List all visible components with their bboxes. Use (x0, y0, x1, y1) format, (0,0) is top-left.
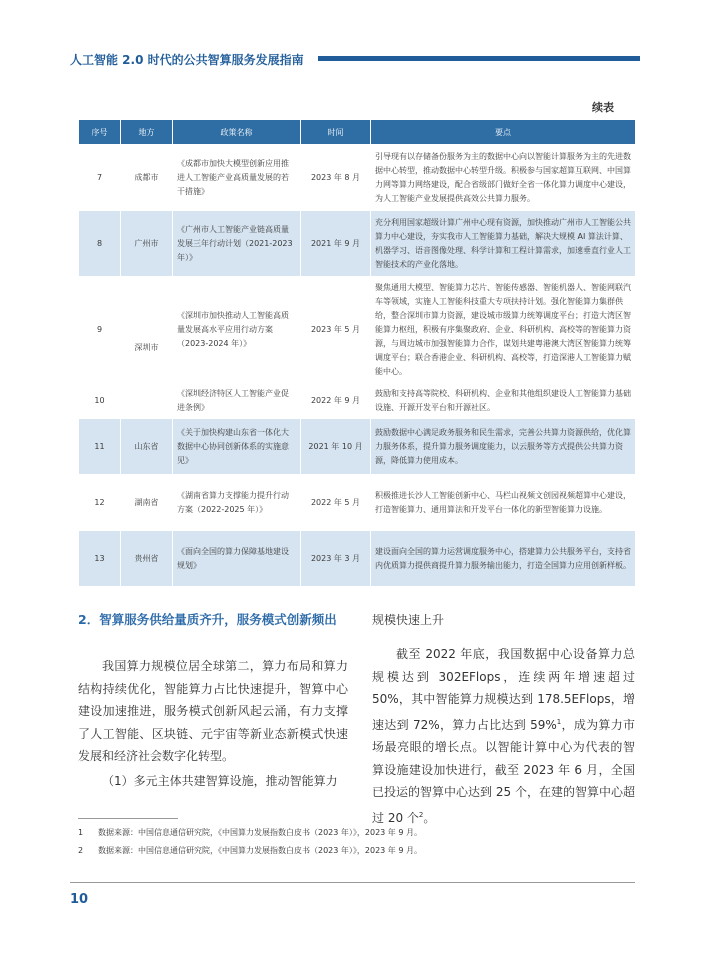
row-policy: 《广州市人工智能产业链高质量发展三年行动计划（2021-2023 年）》 (173, 211, 301, 277)
row-time: 2023 年 3 月 (301, 531, 371, 587)
row-time: 2022 年 9 月 (301, 383, 371, 419)
subsection-heading-continued: 规模快速上升 (372, 613, 445, 627)
paragraph-text-c: 。 (423, 810, 436, 825)
column-header-points: 要点 (371, 120, 636, 145)
subsection-heading: （1）多元主体共建智算设施，推动智能算力 (102, 774, 338, 788)
row-policy: 《深圳经济特区人工智能产业促进条例》 (173, 383, 301, 419)
row-time: 2021 年 10 月 (301, 419, 371, 475)
table-row (79, 475, 636, 531)
row-points: 鼓励和支持高等院校、科研机构、企业和其他组织建设人工智能算力基础设施、开源开发平台和开源社区。 (371, 383, 636, 419)
row-policy: 《成都市加快大模型创新应用推进人工智能产业高质量发展的若干措施》 (173, 145, 301, 211)
body-paragraph-right (372, 643, 635, 829)
footnote (78, 827, 422, 838)
row-number: 11 (79, 419, 121, 475)
column-header-time: 时间 (301, 120, 371, 145)
row-time: 2021 年 9 月 (301, 211, 371, 277)
row-points: 充分利用国家超级计算广州中心现有资源，加快推动广州市人工智能公共算力中心建设，夯实我市人工智能算力基础，解决大规模 AI 算法计算、机器学习、语音图像处理、科学计算和工程计算需求，加速垂直行业人工智能技术的产业化落地。 (371, 211, 636, 277)
footnote-ref-2: 2 (418, 810, 424, 819)
row-time: 2022 年 5 月 (301, 475, 371, 531)
footnote-number: 2 (78, 846, 84, 855)
paragraph-text-a: 截至 2022 年底，我国数据中心设备算力总规模达到 302EFlops，连续两年增速超过 50%，其中智能算力规模达到 178.5EFlops，增速达到 72%，算力占比达到 59% (372, 647, 635, 732)
footnote-text: 数据来源：中国信息通信研究院，《中国算力发展指数白皮书（2023 年）》，2023 年 9 月。 (98, 828, 422, 837)
row-number: 7 (79, 145, 121, 211)
row-place: 深圳市 (121, 277, 173, 419)
column-header-policy: 政策名称 (173, 120, 301, 145)
row-points: 建设面向全国的算力运营调度服务中心，搭建算力公共服务平台，支持省内优质算力提供商提升算力服务输出能力，打造全国算力应用创新样板。 (371, 531, 636, 587)
footnote-number: 1 (78, 828, 84, 837)
footnote-divider (78, 818, 178, 819)
row-place: 成都市 (121, 145, 173, 211)
footnote-ref-1: 1 (556, 717, 562, 726)
header-accent-bar (318, 56, 640, 61)
table-header-row (79, 120, 636, 145)
row-points: 聚焦通用大模型、智能算力芯片、智能传感器、智能机器人、智能网联汽车等领域，实施人工智能科技重大专项扶持计划。强化智能算力集群供给，整合深圳市算力资源，建设城市级算力统筹调度平台；打造大湾区智能算力枢纽，积极有序集聚政府、企业、科研机构、高校等的智能算力资源，与周边城市加强智能算力合作，谋划共建粤港澳大湾区智能算力统筹调度平台；联合香港企业、科研机构、高校等，打造深港人工智能算力赋能中心。 (371, 277, 636, 383)
row-time: 2023 年 8 月 (301, 145, 371, 211)
body-paragraph: 我国算力规模位居全球第二，算力布局和算力结构持续优化，智能算力占比快速提升，智算中心建设加速推进，服务模式创新风起云涌，有力支撑了人工智能、区块链、元宇宙等新业态新模式快速发展和经济社会数字化转型。 (78, 659, 348, 763)
row-number: 13 (79, 531, 121, 587)
row-policy: 《湖南省算力支撑能力提升行动方案（2022-2025 年）》 (173, 475, 301, 531)
row-policy: 《面向全国的算力保障基地建设规划》 (173, 531, 301, 587)
row-policy: 《深圳市加快推动人工智能高质量发展高水平应用行动方案（2023-2024 年）》 (173, 277, 301, 383)
row-place: 贵州省 (121, 531, 173, 587)
footnote (78, 845, 422, 856)
row-number: 9 (79, 277, 121, 383)
row-number: 12 (79, 475, 121, 531)
table-row (79, 277, 636, 383)
column-header-num: 序号 (79, 120, 121, 145)
row-points: 引导现有以存储备份服务为主的数据中心向以智能计算服务为主的先进数据中心转型，推动数据中心转型升级。积极参与国家超算互联网、中国算力网等算力网络建设，配合省级部门做好全省一体化算力调度中心建设，为人工智能产业发展提供高效公共算力服务。 (371, 145, 636, 211)
column-header-place: 地方 (121, 120, 173, 145)
table-row (79, 531, 636, 587)
row-number: 8 (79, 211, 121, 277)
row-number: 10 (79, 383, 121, 419)
footnote-text: 数据来源：中国信息通信研究院，《中国算力发展指数白皮书（2023 年）》，2023 年 9 月。 (98, 846, 422, 855)
paragraph-text-b: ，成为算力市场最亮眼的增长点。以智能计算中心为代表的智算设施建设加快进行，截至 2023 年 6 月，全国已投运的智算中心达到 25 个，在建的智算中心超过 20 个 (372, 717, 635, 825)
row-points: 鼓励数据中心满足政务服务和民生需求，完善公共算力资源供给，优化算力服务体系，提升算力服务调度能力，以云服务等方式提供公共算力资源，降低算力使用成本。 (371, 419, 636, 475)
table-row (79, 145, 636, 211)
policy-table (78, 119, 636, 587)
table-row (79, 419, 636, 475)
table-continued-label: 续表 (592, 101, 614, 114)
row-time: 2023 年 5 月 (301, 277, 371, 383)
row-policy: 《关于加快构建山东省一体化大数据中心协同创新体系的实施意见》 (173, 419, 301, 475)
table-row (79, 211, 636, 277)
footer-divider (70, 882, 635, 883)
row-place: 湖南省 (121, 475, 173, 531)
page-number: 10 (70, 892, 89, 907)
row-place: 广州市 (121, 211, 173, 277)
section-heading: 2．智算服务供给量质齐升，服务模式创新频出 (78, 612, 337, 627)
row-place: 山东省 (121, 419, 173, 475)
row-points: 积极推进长沙人工智能创新中心、马栏山视频文创园视频超算中心建设，打造智能算力、通用算法和开发平台一体化的新型智能算力设施。 (371, 475, 636, 531)
running-header-title: 人工智能 2.0 时代的公共智算服务发展指南 (70, 53, 304, 67)
